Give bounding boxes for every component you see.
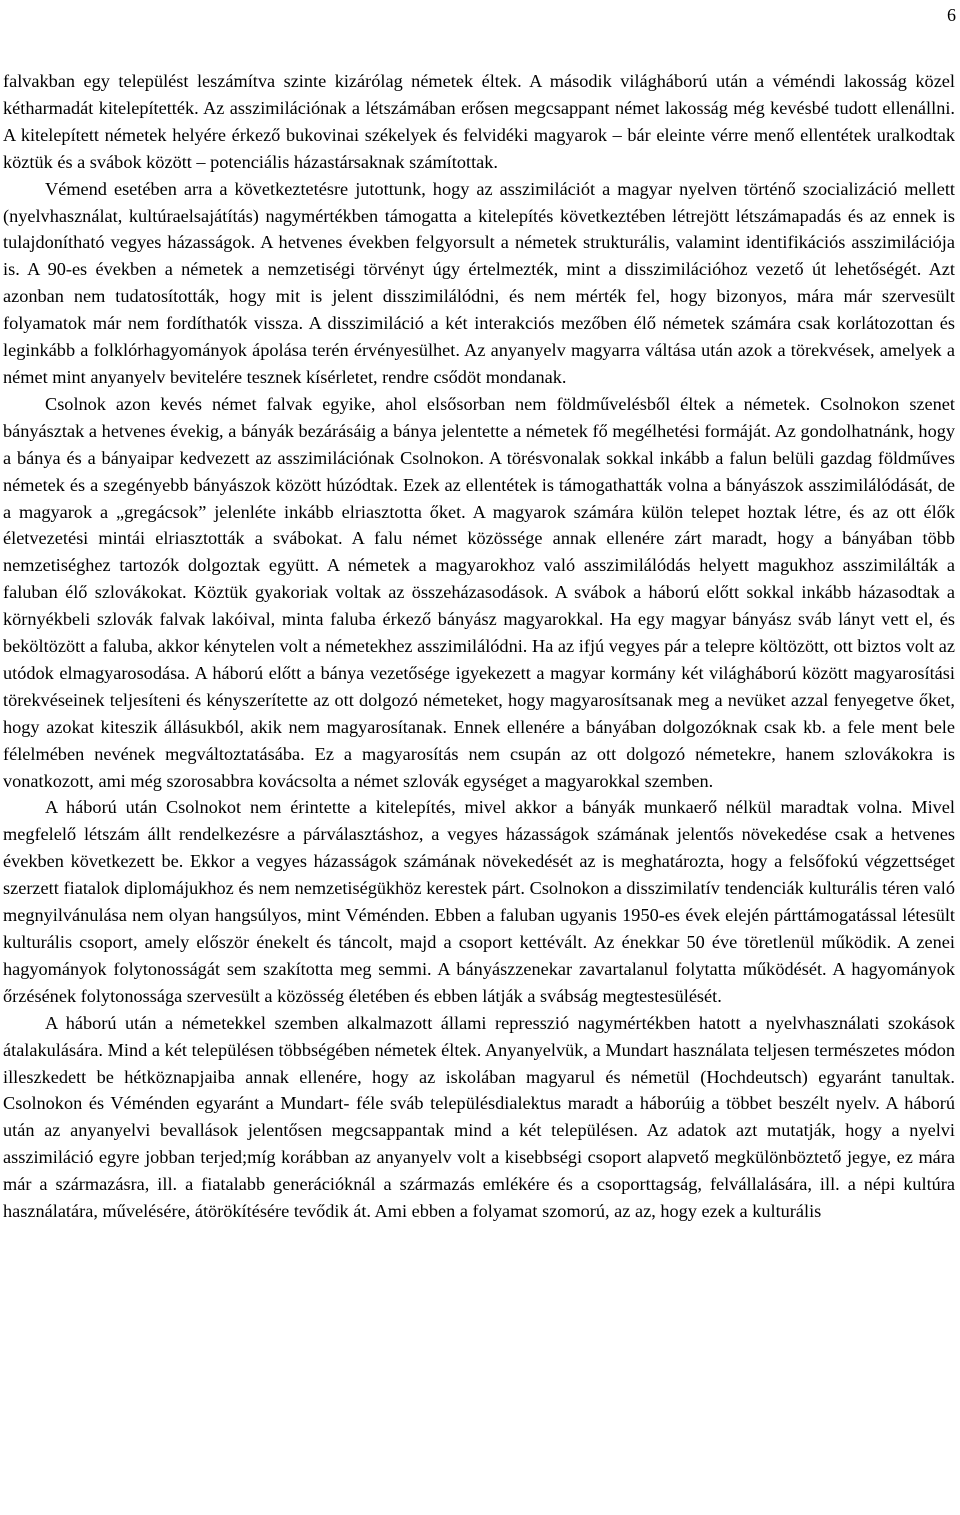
paragraph-2: Vémend esetében arra a következtetésre jutottunk, hogy az asszimilációt a magyar nyelven történő szocializáció mellett (nyelvhasználat, kultúraelsajátítás) nagymértékben támogatta a kitelepítés következtében létrejött létszámapadás és az ennek is tulajdonítható vegyes házasságok. A hetvenes években felgyorsult a németek strukturális, valamint identifikációs asszimilációja is. A 90-es években a németek a nemzetiségi törvényt úgy értelmezték, mint a disszimilációhoz vezető út lehetőségét. Azt azonban nem tudatosították, hogy mit is jelent disszimilálódni, és nem mérték fel, hogy bizonyos, mára már szervesült folyamatok már nem fordíthatók vissza. A disszimiláció a két interakciós mezőben élő németek számára csak korlátozottan és leginkább a folklórhagyományok ápolása terén érvényesülhet. Az anyanyelv magyarra váltása után azok a törekvések, amelyek a német mint anyanyelv bevitelére tesznek kísérletet, rendre csődöt mondanak. (3, 178, 955, 387)
paragraph-1: falvakban egy települést leszámítva szinte kizárólag németek éltek. A második világháború után a véméndi lakosság közel kétharmadát kitelepítették. Az asszimilációnak a létszámában erősen megcsappant német lakosság még kevésbé tudott ellenállni. A kitelepített németek helyére érkező bukovinai székelyek és felvidéki magyarok – bár eleinte vérre menő ellentétek uralkodtak köztük és a svábok között – potenciális házastársaknak számítottak. (3, 71, 955, 172)
paragraph-3: Csolnok azon kevés német falvak egyike, ahol elsősorban nem földművelésből éltek a németek. Csolnokon szenet bányásztak a hetvenes évekig, a bányák bezárásáig a bánya jelentette a németek fő megélhetési formáját. Az gondolhatnánk, hogy a bánya és a bányaipar kedvezett az asszimilációnak Csolnokon. A törésvonalak sokkal inkább a falun belüli gazdag földműves németek és a szegényebb bányászok között húzódtak. Ezek az ellentétek is támogathatták volna a bányászok asszimilálódását, de a magyarok a „gregácsok” jelenléte inkább elriasztotta őket. A magyarok számára külön telepet hoztak létre, és az ott élők életvezetési mintái elriasztották a svábokat. A falu német közössége annak ellenére zárt maradt, hogy a bányában több nemzetiséghez tartozók dolgoztak együtt. A németek a magyarokhoz való asszimilálódás helyett magukhoz asszimilálták a faluban élő szlovákokat. Köztük gyakoriak voltak az összeházasodások. A svábok a háború előtt sokkal inkább házasodtak a környékbeli szlovák falvak lakóival, minta faluba érkező bányász magyarokkal. Ha egy magyar bányász sváb lányt vett el, és beköltözött a faluba, akkor kénytelen volt a németekhez asszimilálódni. Ha az ifjú vegyes pár a telepre költözött, ott biztos volt az utódok elmagyarosodása. A háború előtt a bánya vezetősége igyekezett a magyar kormány két világháború között magyarosítási törekvéseinek teljesíteni és kényszerítette az ott dolgozó németeket, hogy magyarosítsanak meg a nevüket azzal fenyegetve őket, hogy azokat kiteszik állásukból, akik nem magyarosítanak. Ennek ellenére a bányában dolgozóknak csak kb. a fele ment bele félelmében nevének megváltoztatásába. Ez a magyarosítás nem csupán az ott dolgozó németekre, hanem szlovákokra is vonatkozott, ami még szorosabbra kovácsolta a német szlovák egységet a magyarokkal szemben. (3, 393, 955, 791)
document-body (3, 68, 955, 1225)
page-number: 6 (947, 5, 956, 25)
paragraph-4: A háború után Csolnokot nem érintette a kitelepítés, mivel akkor a bányák munkaerő nélkül maradtak volna. Mivel megfelelő létszám állt rendelkezésre a párválasztáshoz, a vegyes házasságok számának jelentős növekedése csak a hetvenes években következett be. Ekkor a vegyes házasságok számának növekedését az is meghatározta, hogy a felsőfokú végzettséget szerzett fiatalok diplomájukhoz és nem nemzetiségükhöz kerestek párt. Csolnokon a disszimilatív tendenciák kulturális téren való megnyilvánulása nem olyan hangsúlyos, mint Véménden. Ebben a faluban ugyanis 1950-es évek elején párttámogatással létesült kulturális csoport, amely először énekelt és táncolt, majd a csoport kettévált. Az énekkar 50 éve töretlenül működik. A zenei hagyományok folytonosságát sem szakította meg semmi. A bányászzenekar zavartalanul folytatta működését. A hagyományok őrzésének folytonossága szervesült a közösség életében és ebben látják a svábság megtestesülését. (3, 797, 955, 1006)
paragraph-5: A háború után a németekkel szemben alkalmazott állami represszió nagymértékben hatott a nyelvhasználati szokások átalakulására. Mind a két településen többségében németek éltek. Anyanyelvük, a Mundart használata teljesen természetes módon illeszkedett be hétköznapjaiba annak ellenére, hogy az iskolában magyarul és németül (Hochdeutsch) egyaránt tanultak. Csolnokon és Véménden egyaránt a Mundart- féle sváb településdialektus maradt a háborúig a többet beszélt nyelv. A háború után az anyanyelvi bevallások jelentősen megcsappantak mind a két településen. Az adatok azt mutatják, hogy a nyelvi asszimiláció egyre jobban terjed;míg korábban az anyanyelv volt a kisebbségi csoport alapvető megkülönböztető jegye, ez mára már a származásra, ill. a fiatalabb generációknál a származás emlékére és a csoporttagság, felvállalására, ill. a népi kultúra használatára, művelésére, átörökítésére tevődik át. Ami ebben a folyamat szomorú, az az, hogy ezek a kulturális (3, 1012, 955, 1222)
